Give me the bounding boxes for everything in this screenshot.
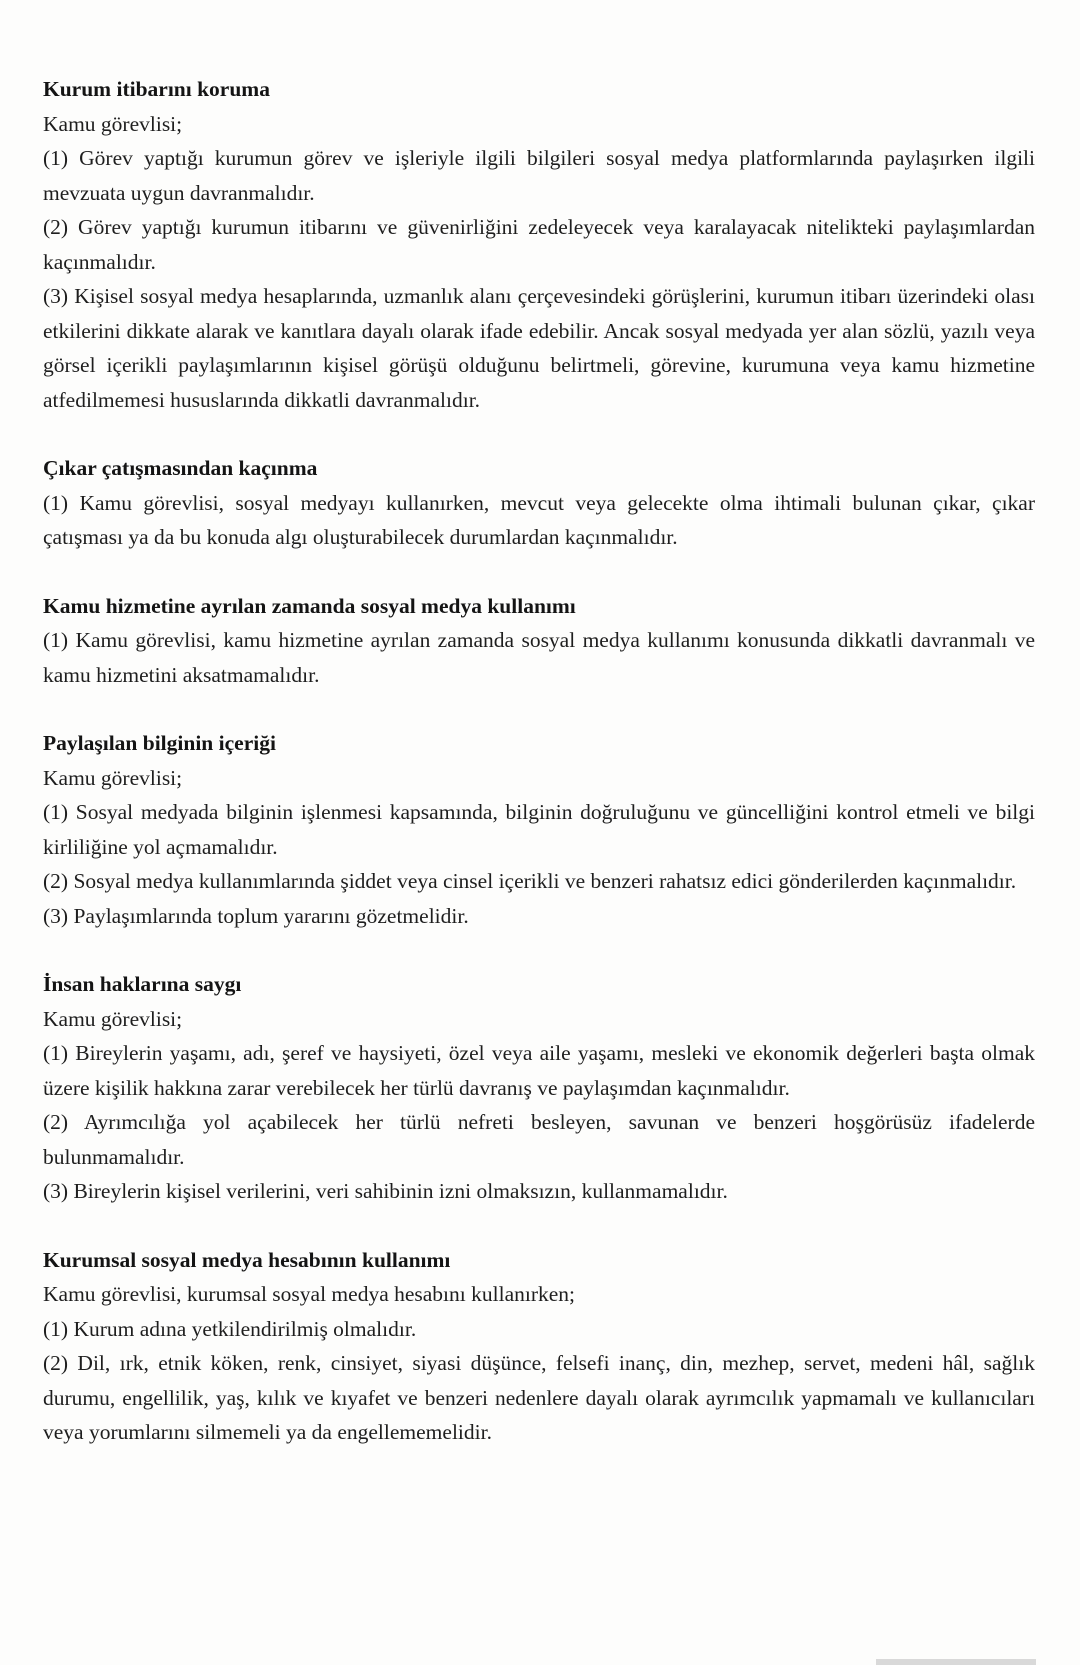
- paragraph: (1) Bireylerin yaşamı, adı, şeref ve haysiyeti, özel veya aile yaşamı, mesleki ve ekonomik değerleri başta olmak üzere kişilik hakkına zarar verebilecek her türlü davranış ve paylaşımdan kaçınmalıdır.: [43, 1041, 1035, 1100]
- section-kurumsal-sosyal-medya-hesabi: [43, 1243, 1035, 1450]
- section-heading: Kurum itibarını koruma: [43, 77, 270, 101]
- paragraph: Kamu görevlisi;: [43, 1006, 183, 1031]
- document-page: [43, 72, 1035, 1450]
- paragraph: (2) Dil, ırk, etnik köken, renk, cinsiyet, siyasi düşünce, felsefi inanç, din, mezhep, servet, medeni hâl, sağlık durumu, engellilik, yaş, kılık ve kıyafet ve benzeri nedenlere dayalı olarak ayrımcılık yapmamalı ve kullanıcıları veya yorumlarını silmemeli ya da engellememelidir.: [43, 1351, 1035, 1444]
- paragraph: (1) Kamu görevlisi, kamu hizmetine ayrılan zamanda sosyal medya kullanımı konusunda dikkatli davranmalı ve kamu hizmetini aksatmamalıdır.: [43, 628, 1035, 687]
- section-heading: İnsan haklarına saygı: [43, 972, 242, 996]
- paragraph: Kamu görevlisi, kurumsal sosyal medya hesabını kullanırken;: [43, 1282, 576, 1306]
- paragraph: (3) Bireylerin kişisel verilerini, veri sahibinin izni olmaksızın, kullanmamalıdır.: [43, 1179, 728, 1203]
- paragraph: (2) Görev yaptığı kurumun itibarını ve güvenirliğini zedeleyecek veya karalayacak nitelikteki paylaşımlardan kaçınmalıdır.: [43, 215, 1035, 274]
- paragraph: (3) Kişisel sosyal medya hesaplarında, uzmanlık alanı çerçevesindeki görüşlerini, kurumun itibarı üzerindeki olası etkilerini dikkate alarak ve kanıtlara dayalı olarak ifade edebilir. Ancak sosyal medyada yer alan sözlü, yazılı veya görsel içerikli paylaşımlarının kişisel görüşü olduğunu belirtmeli, görevine, kurumuna veya kamu hizmetine atfedilmemesi hususlarında dikkatli davranmalıdır.: [43, 284, 1035, 412]
- paragraph: Kamu görevlisi;: [43, 111, 183, 136]
- section-heading: Paylaşılan bilginin içeriği: [43, 731, 276, 755]
- paragraph: (2) Ayrımcılığa yol açabilecek her türlü nefreti besleyen, savunan ve benzeri hoşgörüsüz ifadelerde bulunmamalıdır.: [43, 1110, 1035, 1169]
- section-paylasilan-bilginin-icerigi: [43, 726, 1035, 933]
- paragraph: (1) Sosyal medyada bilginin işlenmesi kapsamında, bilginin doğruluğunu ve güncelliğini kontrol etmeli ve bilgi kirliliğine yol açmamalıdır.: [43, 800, 1035, 859]
- section-kamu-hizmetine-ayrilan-zaman: [43, 589, 1035, 693]
- paragraph: (1) Kamu görevlisi, sosyal medyayı kullanırken, mevcut veya gelecekte olma ihtimali bulunan çıkar, çıkar çatışması ya da bu konuda algı oluşturabilecek durumlardan kaçınmalıdır.: [43, 490, 1035, 549]
- paragraph: (1) Görev yaptığı kurumun görev ve işleriyle ilgili bilgileri sosyal medya platformlarında paylaşırken ilgili mevzuata uygun davranmalıdır.: [43, 146, 1035, 205]
- paragraph: Kamu görevlisi;: [43, 765, 183, 790]
- section-heading: Kurumsal sosyal medya hesabının kullanımı: [43, 1247, 451, 1272]
- section-heading: Çıkar çatışmasından kaçınma: [43, 456, 318, 480]
- section-kurum-itibarini-koruma: [43, 72, 1035, 417]
- section-insan-haklarina-saygi: [43, 967, 1035, 1209]
- section-heading: Kamu hizmetine ayrılan zamanda sosyal medya kullanımı: [43, 593, 576, 618]
- paragraph: (3) Paylaşımlarında toplum yararını gözetmelidir.: [43, 903, 469, 928]
- section-cikar-catismasindan-kacinma: [43, 451, 1035, 555]
- page-edge-mark: [876, 1659, 1036, 1665]
- paragraph: (1) Kurum adına yetkilendirilmiş olmalıdır.: [43, 1316, 417, 1341]
- paragraph: (2) Sosyal medya kullanımlarında şiddet veya cinsel içerikli ve benzeri rahatsız edici gönderilerden kaçınmalıdır.: [43, 869, 1017, 893]
